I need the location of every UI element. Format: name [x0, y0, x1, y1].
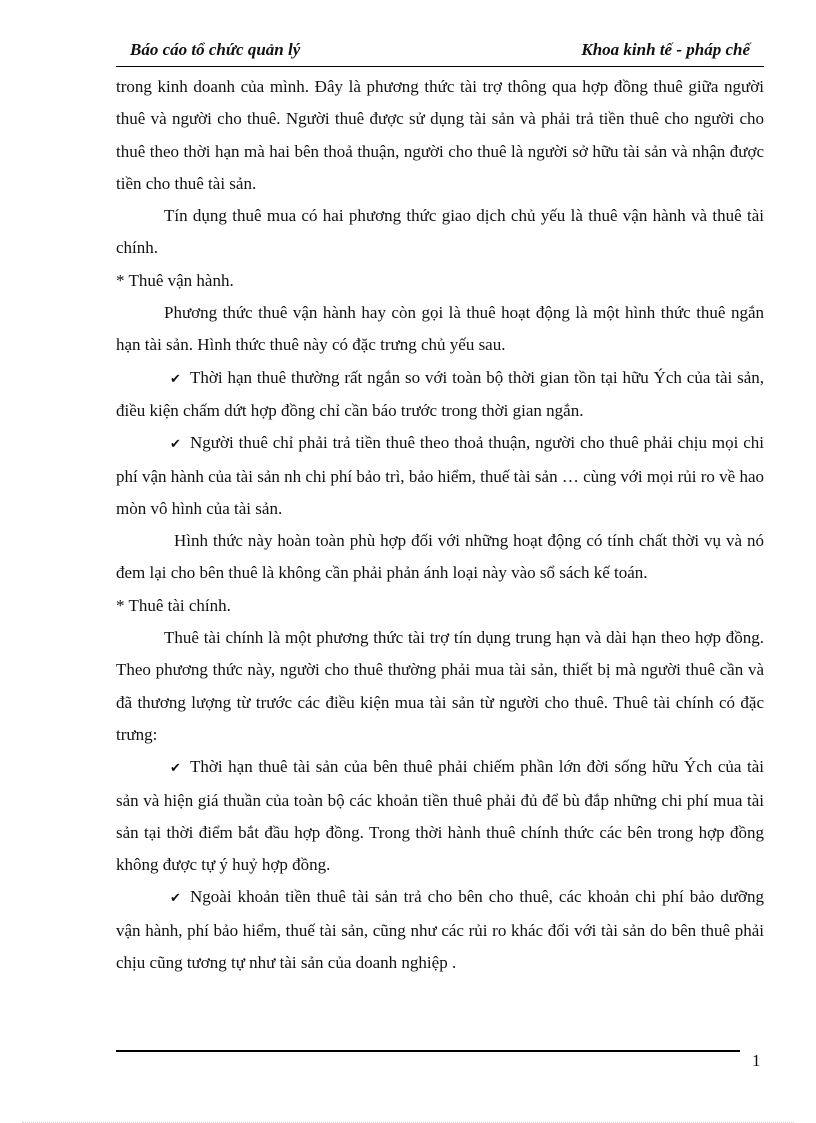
- header-report-title: Báo cáo tổ chức quản lý: [130, 40, 301, 59]
- header-faculty: Khoa kinh tế - pháp chế: [581, 40, 750, 59]
- bullet-text: Ngoài khoản tiền thuê tài sản trả cho bên cho thuê, các khoản chi phí bảo dưỡng vận hành, phí bảo hiểm, thuế tài sản, cũng như các rủi ro khác đối với tài sản do bên thuê phải chịu cũng tương tự như tài sản của doanh nghiệp .: [116, 887, 764, 973]
- footer-divider: [116, 1050, 740, 1052]
- bullet-item: [116, 881, 764, 979]
- paragraph: trong kinh doanh của mình. Đây là phương thức tài trợ thông qua hợp đồng thuê giữa người thuê và người cho thuê. Người thuê được sử dụng tài sản và phải trả tiền thuê cho người cho thuê theo thời hạn mà hai bên thoả thuận, người cho thuê là người sở hữu tài sản và nhận được tiền cho thuê tài sản.: [116, 77, 764, 193]
- check-mark-icon: ✔: [170, 370, 181, 386]
- bullet-text: Thời hạn thuê tài sản của bên thuê phải chiếm phần lớn đời sống hữu Ých của tài sản và hiện giá thuần của toàn bộ các khoản tiền thuê phải đủ để bù đắp những chi phí mua tài sản tại thời điểm bắt đầu hợp đồng. Trong thời hành thuê chính thức các bên trong hợp đồng không được tự ý huỷ hợp đồng.: [116, 757, 764, 875]
- bullet-item: [116, 751, 764, 881]
- bullet-item: [116, 362, 764, 428]
- document-body: [116, 71, 764, 979]
- check-mark-icon: ✔: [170, 436, 181, 452]
- bullet-text: Thời hạn thuê thường rất ngắn so với toàn bộ thời gian tồn tại hữu Ých của tài sản, điều kiện chấm dứt hợp đồng chỉ cần báo trước trong thời gian ngắn.: [116, 367, 764, 420]
- paragraph: Tín dụng thuê mua có hai phương thức giao dịch chủ yếu là thuê vận hành và thuê tài chính.: [116, 206, 764, 258]
- page-header: [116, 38, 764, 67]
- paragraph: Hình thức này hoàn toàn phù hợp đối với những hoạt động có tính chất thời vụ và nó đem lại cho bên thuê là không cần phải phản ánh loại này vào sổ sách kế toán.: [116, 531, 764, 583]
- bullet-text: Người thuê chỉ phải trả tiền thuê theo thoả thuận, người cho thuê phải chịu mọi chi phí vận hành của tài sản nh chi phí bảo trì, bảo hiểm, thuế tài sản … cùng với mọi rủi ro về hao mòn vô hình của tài sản.: [116, 433, 764, 518]
- bullet-item: [116, 427, 764, 525]
- section-heading-finance-lease: * Thuê tài chính.: [116, 595, 231, 615]
- paragraph: Thuê tài chính là một phương thức tài trợ tín dụng trung hạn và dài hạn theo hợp đồng. Theo phương thức này, người cho thuê thường phải mua tài sản, thiết bị mà người thuê cần và đã thương lượng từ trước các điều kiện mua tài sản từ người cho thuê. Thuê tài chính có đặc trưng:: [116, 628, 764, 744]
- page-number: 1: [752, 1051, 761, 1070]
- paragraph: Phương thức thuê vận hành hay còn gọi là thuê hoạt động là một hình thức thuê ngắn hạn tài sản. Hình thức thuê này có đặc trưng chủ yếu sau.: [116, 303, 764, 355]
- check-mark-icon: ✔: [170, 760, 181, 776]
- check-mark-icon: ✔: [170, 890, 181, 906]
- section-heading-operating-lease: * Thuê vận hành.: [116, 270, 234, 290]
